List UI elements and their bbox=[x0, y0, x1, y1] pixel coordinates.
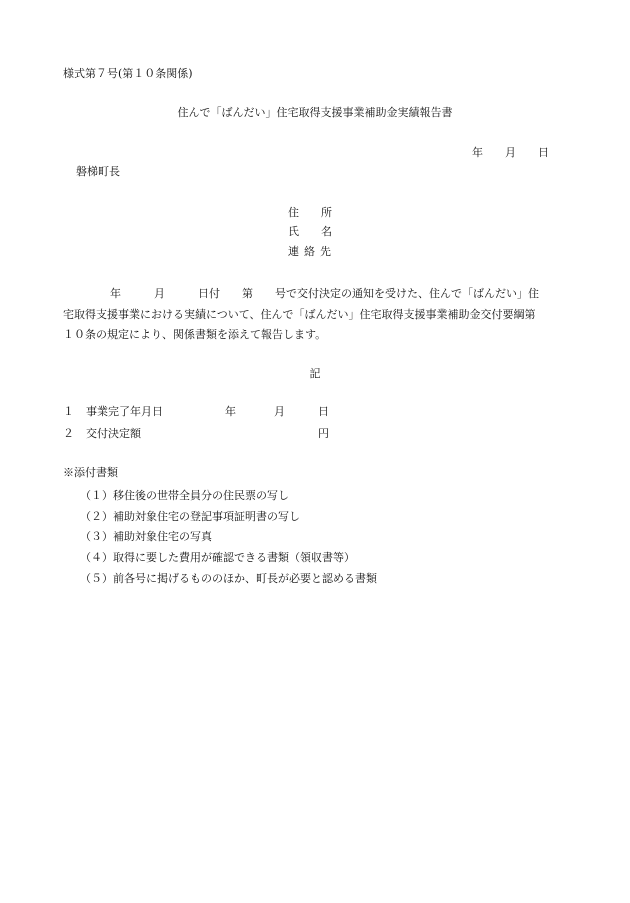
contact-char-2: 絡 bbox=[304, 245, 315, 258]
date-day-label: 日 bbox=[538, 146, 549, 159]
applicant-name-label bbox=[288, 226, 332, 237]
attachment-item: （３）補助対象住宅の写真 bbox=[80, 530, 212, 543]
date-year-label: 年 bbox=[472, 146, 483, 159]
body-year: 年 bbox=[110, 287, 121, 300]
body-number-prefix: 第 bbox=[242, 287, 253, 300]
item-2-unit: 円 bbox=[318, 427, 329, 440]
contact-char-1: 連 bbox=[288, 245, 299, 258]
form-number-label: 様式第７号(第１０条関係) bbox=[63, 67, 193, 80]
body-day-date: 日付 bbox=[198, 287, 220, 300]
address-char-1: 住 bbox=[288, 206, 299, 219]
item-2-label: 交付決定額 bbox=[86, 427, 141, 440]
name-char-2: 名 bbox=[321, 225, 332, 238]
item-2-number: ２ bbox=[63, 427, 74, 440]
body-text-line-1 bbox=[63, 288, 539, 299]
item-1-day: 日 bbox=[318, 405, 329, 418]
name-char-1: 氏 bbox=[288, 225, 299, 238]
document-title: 住んで「ばんだい」住宅取得支援事業補助金実績報告書 bbox=[177, 106, 453, 119]
addressee: 磐梯町長 bbox=[76, 165, 120, 178]
attachment-item: （５）前各号に掲げるもののほか、町長が必要と認める書類 bbox=[80, 572, 377, 585]
item-completion-date bbox=[63, 406, 329, 417]
address-char-2: 所 bbox=[321, 206, 332, 219]
attachment-item: （１）移住後の世帯全員分の住民票の写し bbox=[80, 489, 289, 502]
ki-heading: 記 bbox=[309, 367, 321, 380]
applicant-contact-label bbox=[288, 246, 331, 257]
contact-char-3: 先 bbox=[320, 245, 331, 258]
body-text-line-3: １０条の規定により、関係書類を添えて報告します。 bbox=[63, 328, 327, 341]
item-1-number: １ bbox=[63, 405, 74, 418]
attachments-heading: ※添付書類 bbox=[63, 466, 118, 479]
attachment-item: （４）取得に要した費用が確認できる書類（領収書等） bbox=[80, 551, 355, 564]
attachment-item: （２）補助対象住宅の登記事項証明書の写し bbox=[80, 510, 300, 523]
item-1-year: 年 bbox=[225, 405, 236, 418]
applicant-address-label bbox=[288, 207, 332, 218]
item-1-month: 月 bbox=[274, 405, 285, 418]
date-month-label: 月 bbox=[505, 146, 516, 159]
date-line bbox=[472, 147, 549, 158]
body-month: 月 bbox=[154, 287, 165, 300]
item-1-label: 事業完了年月日 bbox=[86, 405, 163, 418]
body-line-1-rest: 号で交付決定の通知を受けた、住んで「ばんだい」住 bbox=[275, 287, 539, 300]
item-grant-amount bbox=[63, 428, 329, 439]
body-text-line-2: 宅取得支援事業における実績について、住んで「ばんだい」住宅取得支援事業補助金交付要綱第 bbox=[63, 308, 536, 321]
